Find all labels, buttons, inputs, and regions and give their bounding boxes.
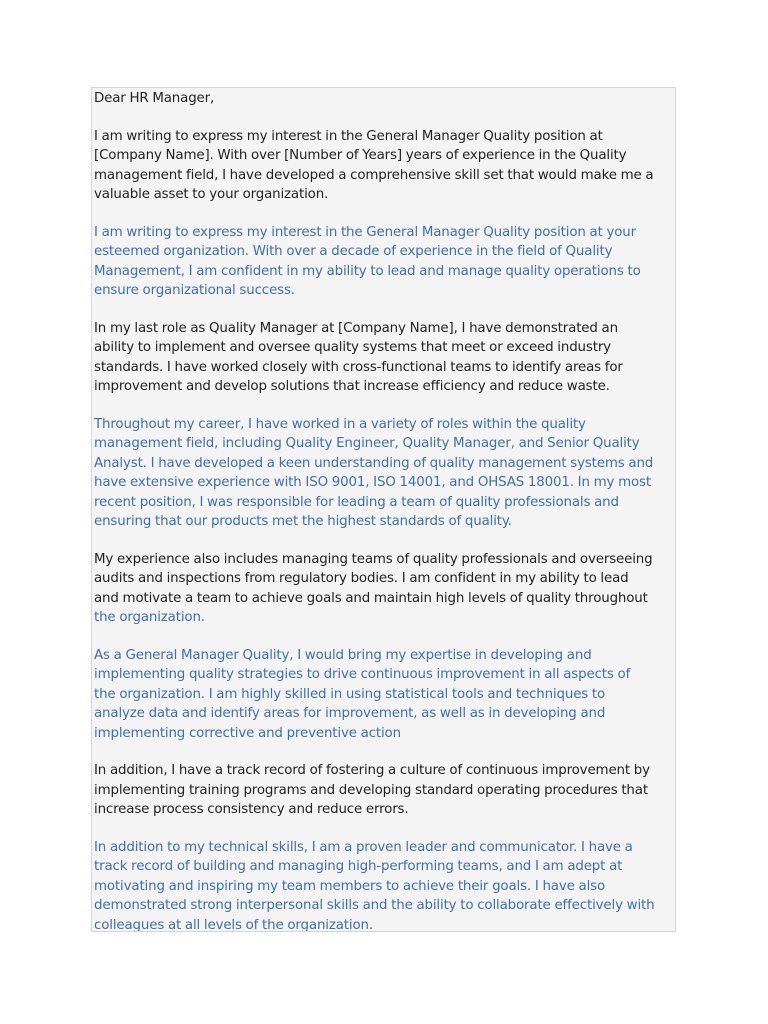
paragraph-line: As a General Manager Quality, I would bring my expertise in developing and <box>94 647 592 663</box>
paragraph-line: improvement and develop solutions that increase efficiency and reduce waste. <box>94 379 610 394</box>
paragraph-line: I am writing to express my interest in the General Manager Quality position at <box>94 128 603 144</box>
paragraph-line: My experience also includes managing teams of quality professionals and overseeing <box>94 551 653 567</box>
paragraph-experience <box>94 550 675 628</box>
paragraph-line: track record of building and managing high-performing teams, and I am adept at <box>94 859 623 874</box>
paragraph-line: ability to implement and oversee quality systems that meet or exceed industry <box>94 340 611 355</box>
paragraph-line: implementing training programs and developing standard operating procedures that <box>94 782 648 798</box>
paragraph-line: increase process consistency and reduce errors. <box>94 802 409 817</box>
paragraph-line: [Company Name]. With over [Number of Years] years of experience in the Quality <box>94 148 627 163</box>
letter-greeting: Dear HR Manager, <box>94 91 215 106</box>
paragraph-line: Throughout my career, I have worked in a variety of roles within the quality <box>94 416 586 432</box>
paragraph-line: the organization. I am highly skilled in using statistical tools and techniques to <box>94 686 606 702</box>
paragraph-line: analyze data and identify areas for improvement, as well as in developing and <box>94 706 606 721</box>
paragraph-line: Management, I am confident in my ability to lead and manage quality operations to <box>94 263 641 279</box>
paragraph-track-record <box>94 761 675 820</box>
paragraph-line: valuable asset to your organization. <box>94 187 329 202</box>
paragraph-interest-alt <box>94 223 675 301</box>
paragraph-line: In addition, I have a track record of fostering a culture of continuous improvement by <box>94 763 650 778</box>
paragraph-line: ensuring that our products met the highest standards of quality. <box>94 514 512 529</box>
paragraph-line: have extensive experience with ISO 9001, ISO 14001, and OHSAS 18001. In my most <box>94 475 651 490</box>
paragraph-line: implementing corrective and preventive action <box>94 725 401 741</box>
paragraph-line: and motivate a team to achieve goals and maintain high levels of quality throughout <box>94 590 648 606</box>
paragraph-line: I am writing to express my interest in the General Manager Quality position at your <box>94 224 636 240</box>
paragraph-line: standards. I have worked closely with cross-functional teams to identify areas for <box>94 359 623 375</box>
paragraph-general-manager <box>94 646 675 744</box>
paragraph-line: the organization. <box>94 610 205 625</box>
paragraph-line: audits and inspections from regulatory bodies. I am confident in my ability to lead <box>94 571 629 586</box>
paragraph-line: recent position, I was responsible for leading a team of quality professionals and <box>94 494 619 510</box>
paragraph-interest <box>94 127 675 205</box>
paragraph-line: implementing quality strategies to drive continuous improvement in all aspects of <box>94 667 631 682</box>
paragraph-line: management field, I have developed a comprehensive skill set that would make me a <box>94 167 654 183</box>
paragraph-line: management field, including Quality Engineer, Quality Manager, and Senior Quality <box>94 436 640 451</box>
paragraph-line: colleagues at all levels of the organization. <box>94 917 373 932</box>
paragraph-line: In addition to my technical skills, I am a proven leader and communicator. I have a <box>94 839 633 855</box>
paragraph-line: ensure organizational success. <box>94 283 295 298</box>
paragraph-line: esteemed organization. With over a decade of experience in the field of Quality <box>94 244 613 259</box>
paragraph-line: In my last role as Quality Manager at [Company Name], I have demonstrated an <box>94 320 618 336</box>
paragraph-line: demonstrated strong interpersonal skills and the ability to collaborate effectively with <box>94 898 655 913</box>
paragraph-leadership <box>94 838 675 933</box>
paragraph-last-role <box>94 319 675 397</box>
paragraph-career <box>94 415 675 532</box>
paragraph-line: Analyst. I have developed a keen understanding of quality management systems and <box>94 455 654 471</box>
paragraph-line: motivating and inspiring my team members to achieve their goals. I have also <box>94 878 606 894</box>
cover-letter-text-box <box>91 87 676 932</box>
